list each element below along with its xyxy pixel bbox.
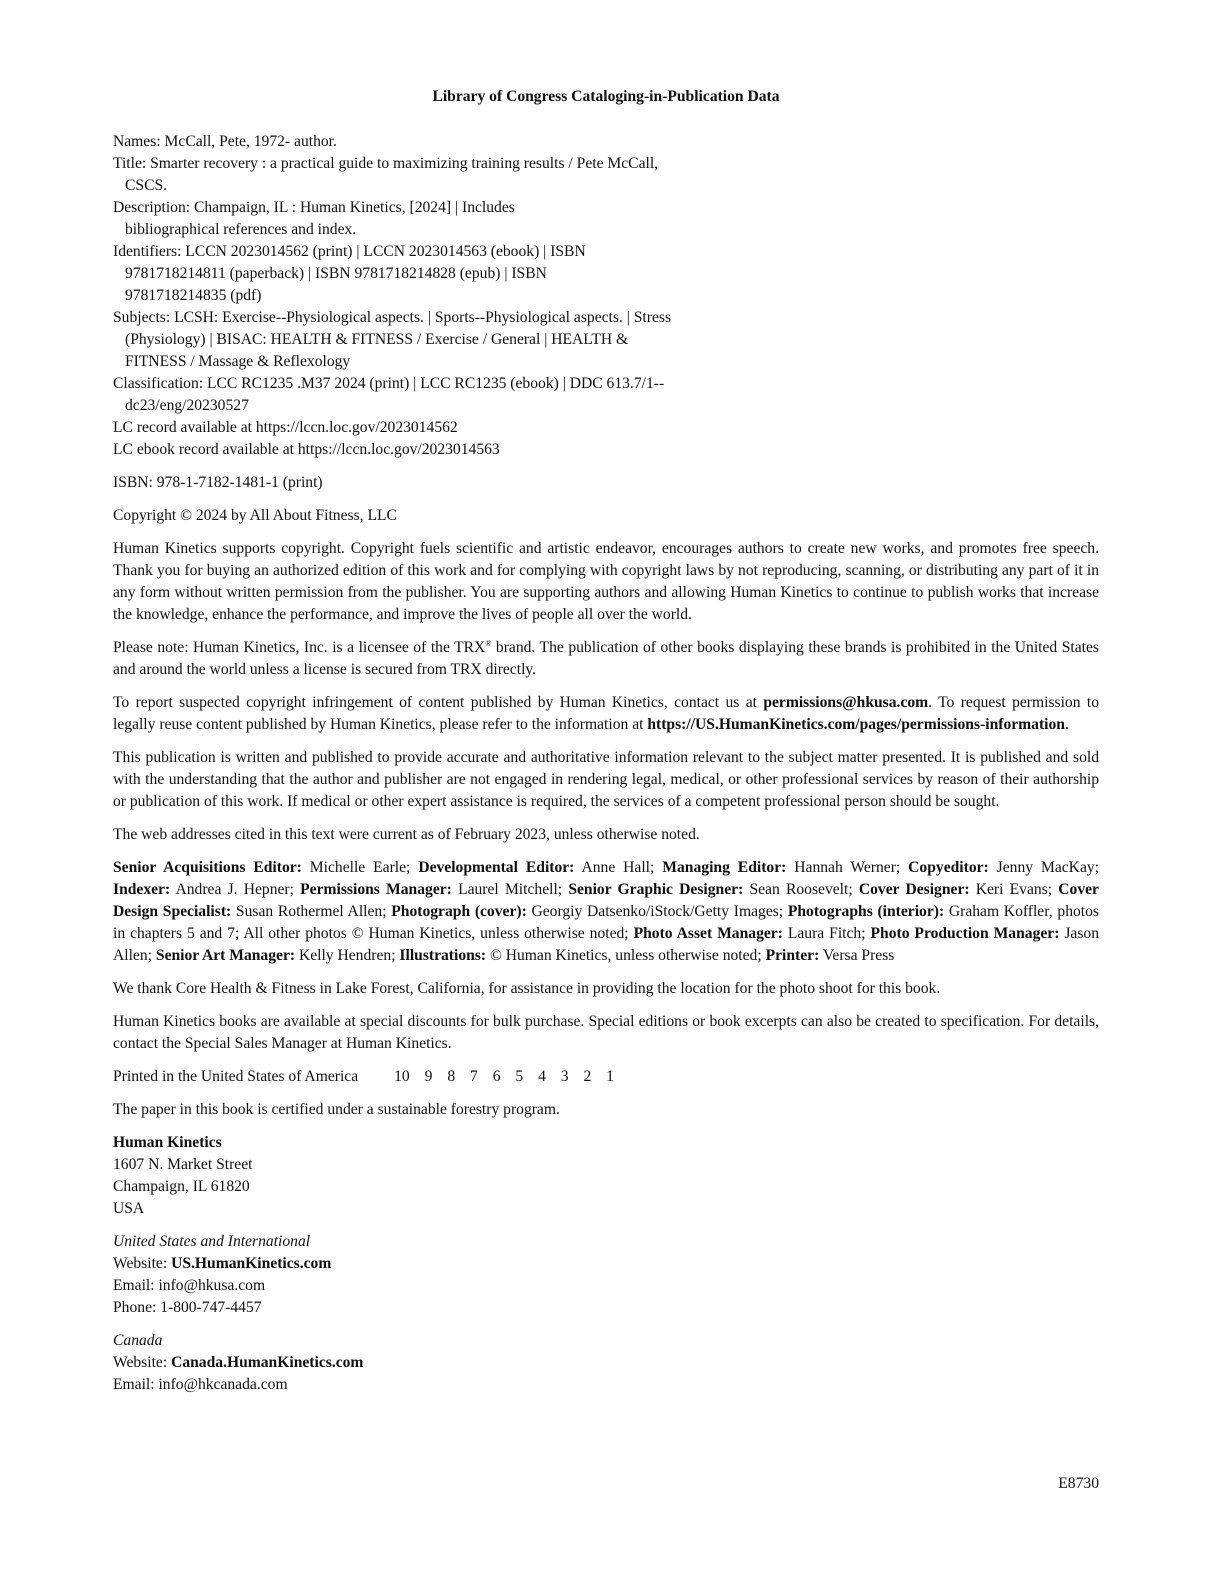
credit-name: Sean Roosevelt;	[743, 881, 859, 898]
credit-role: Printer:	[765, 947, 820, 964]
credit-name: Susan Rothermel Allen;	[231, 903, 392, 920]
credit-name: Laurel Mitchell;	[451, 881, 569, 898]
credit-role: Photographs (interior):	[787, 903, 945, 920]
paper-note: The paper in this book is certified under a sustainable forestry program.	[113, 1101, 560, 1118]
credit-role: Cover Designer:	[858, 881, 970, 898]
cip-line: LC ebook record available at https://lccn.loc.gov/2023014563	[113, 441, 500, 458]
credit-role: Cover Design Specialist:	[113, 881, 1099, 920]
report-text: To report suspected copyright infringement of content published by Human Kinetics, contact us at	[113, 694, 764, 711]
publisher-country: USA	[113, 1200, 145, 1217]
cip-line: Title: Smarter recovery : a practical guide to maximizing training results / Pete McCall, CSCS.	[113, 155, 659, 194]
us-contact	[113, 1231, 1099, 1319]
permissions-url-link[interactable]: https://US.HumanKinetics.com/pages/permissions-information	[647, 716, 1065, 733]
canada-heading: Canada	[113, 1332, 163, 1349]
credit-name: Kelly Hendren;	[295, 947, 400, 964]
copyright-notice: Copyright © 2024 by All About Fitness, LLC	[113, 507, 397, 524]
publisher-street: 1607 N. Market Street	[113, 1156, 253, 1173]
printed-text: Printed in the United States of America	[113, 1068, 359, 1085]
credit-role: Photograph (cover):	[391, 903, 527, 920]
credit-name: Andrea J. Hepner;	[170, 881, 301, 898]
report-text-2: . To request permission to legally reuse content published by Human Kinetics, please refer to the information at	[113, 694, 1099, 733]
credit-role: Photo Asset Manager:	[633, 925, 783, 942]
credit-name: Anne Hall;	[574, 859, 663, 876]
trx-note-text: Please note: Human Kinetics, Inc. is a licensee of the TRX	[113, 639, 486, 656]
trx-note	[113, 637, 1099, 681]
us-email[interactable]: Email: info@hkusa.com	[113, 1277, 266, 1294]
canada-website-label: Website:	[113, 1354, 172, 1371]
credit-role: Photo Production Manager:	[870, 925, 1060, 942]
publisher-name: Human Kinetics	[113, 1134, 222, 1151]
product-code: E8730	[1058, 1475, 1099, 1492]
cip-line: Description: Champaign, IL : Human Kinetics, [2024] | Includes bibliographical references and index.	[113, 199, 515, 238]
bulk-sales: Human Kinetics books are available at special discounts for bulk purchase. Special editions or book excerpts can also be created to specification. For details, contact the Special Sales Manager at Human Kinetics.	[113, 1013, 1099, 1052]
cip-title: Library of Congress Cataloging-in-Publication Data	[432, 88, 780, 105]
canada-email[interactable]: Email: info@hkcanada.com	[113, 1376, 288, 1393]
registered-mark: ®	[485, 638, 492, 648]
us-website-link[interactable]: US.HumanKinetics.com	[171, 1255, 332, 1272]
cip-line: Identifiers: LCCN 2023014562 (print) | LCCN 2023014563 (ebook) | ISBN 9781718214811 (paperback) | ISBN 9781718214828 (epub) | ISBN 9781718214835 (pdf)	[113, 243, 586, 304]
us-heading: United States and International	[113, 1233, 311, 1250]
disclaimer: This publication is written and published to provide accurate and authoritative information relevant to the subject matter presented. It is published and sold with the understanding that the author and publisher are not engaged in rendering legal, medical, or other professional services by reason of their authorship or publication of this work. If medical or other expert assistance is required, the services of a competent professional person should be sought.	[113, 749, 1099, 810]
publisher-city: Champaign, IL 61820	[113, 1178, 250, 1195]
credits	[113, 857, 1099, 967]
credit-name: Hannah Werner;	[786, 859, 909, 876]
credit-name: Versa Press	[819, 947, 895, 964]
publisher-address	[113, 1132, 1099, 1220]
cip-block	[113, 131, 1099, 461]
cip-line: LC record available at https://lccn.loc.gov/2023014562	[113, 419, 458, 436]
credit-role: Senior Acquisitions Editor:	[113, 859, 302, 876]
credit-name: Graham Koffler, photos in chapters 5 and 7; All other photos © Human Kinetics, unless otherwise noted;	[113, 903, 1099, 942]
report-text-3: .	[1064, 716, 1069, 733]
trx-note-text-2: brand. The publication of other books displaying these brands is prohibited in the United States and around the world unless a license is secured from TRX directly.	[113, 639, 1099, 678]
print-numbers: 10 9 8 7 6 5 4 3 2 1	[394, 1068, 614, 1085]
credit-name: Michelle Earle;	[301, 859, 419, 876]
report-paragraph	[113, 692, 1099, 736]
credit-role: Indexer:	[113, 881, 171, 898]
support-paragraph: Human Kinetics supports copyright. Copyright fuels scientific and artistic endeavor, encourages authors to create new works, and promotes free speech. Thank you for buying an authorized edition of this work and for complying with copyright laws by not reproducing, scanning, or distributing any part of it in any form without written permission from the publisher. You are supporting authors and allowing Human Kinetics to continue to publish works that increase the knowledge, enhance the performance, and improve the lives of people all over the world.	[113, 540, 1099, 623]
credit-name: Georgiy Datsenko/iStock/Getty Images;	[526, 903, 788, 920]
permissions-email-link[interactable]: permissions@hkusa.com	[763, 694, 929, 711]
printed-line	[113, 1066, 1099, 1088]
credit-role: Senior Graphic Designer:	[568, 881, 744, 898]
credit-role: Developmental Editor:	[418, 859, 575, 876]
credit-name: © Human Kinetics, unless otherwise noted;	[486, 947, 766, 964]
cip-line: Subjects: LCSH: Exercise--Physiological aspects. | Sports--Physiological aspects. | Stress (Physiology) | BISAC: HEALTH & FITNESS / Exercise / General | HEALTH & FITNESS / Massage & Reflexology	[113, 309, 672, 370]
credit-name: Keri Evans;	[969, 881, 1059, 898]
isbn: ISBN: 978-1-7182-1481-1 (print)	[113, 474, 323, 491]
canada-contact	[113, 1330, 1099, 1396]
thanks: We thank Core Health & Fitness in Lake Forest, California, for assistance in providing the location for the photo shoot for this book.	[113, 980, 941, 997]
canada-website-row	[113, 1352, 1099, 1374]
cip-line: Classification: LCC RC1235 .M37 2024 (print) | LCC RC1235 (ebook) | DDC 613.7/1--dc23/eng/20230527	[113, 375, 665, 414]
us-website-row	[113, 1253, 1099, 1275]
credit-role: Permissions Manager:	[300, 881, 452, 898]
web-note: The web addresses cited in this text were current as of February 2023, unless otherwise noted.	[113, 826, 700, 843]
credit-name: Jason Allen;	[113, 925, 1099, 964]
credit-role: Senior Art Manager:	[155, 947, 296, 964]
us-phone: Phone: 1-800-747-4457	[113, 1299, 262, 1316]
copyright-page	[113, 86, 1099, 1407]
cip-line: Names: McCall, Pete, 1972- author.	[113, 133, 337, 150]
us-website-label: Website:	[113, 1255, 172, 1272]
credit-role: Copyeditor:	[908, 859, 989, 876]
credit-name: Jenny MacKay;	[988, 859, 1099, 876]
canada-website-link[interactable]: Canada.HumanKinetics.com	[171, 1354, 364, 1371]
credit-role: Illustrations:	[399, 947, 487, 964]
credit-role: Managing Editor:	[662, 859, 787, 876]
credit-name: Laura Fitch;	[782, 925, 871, 942]
